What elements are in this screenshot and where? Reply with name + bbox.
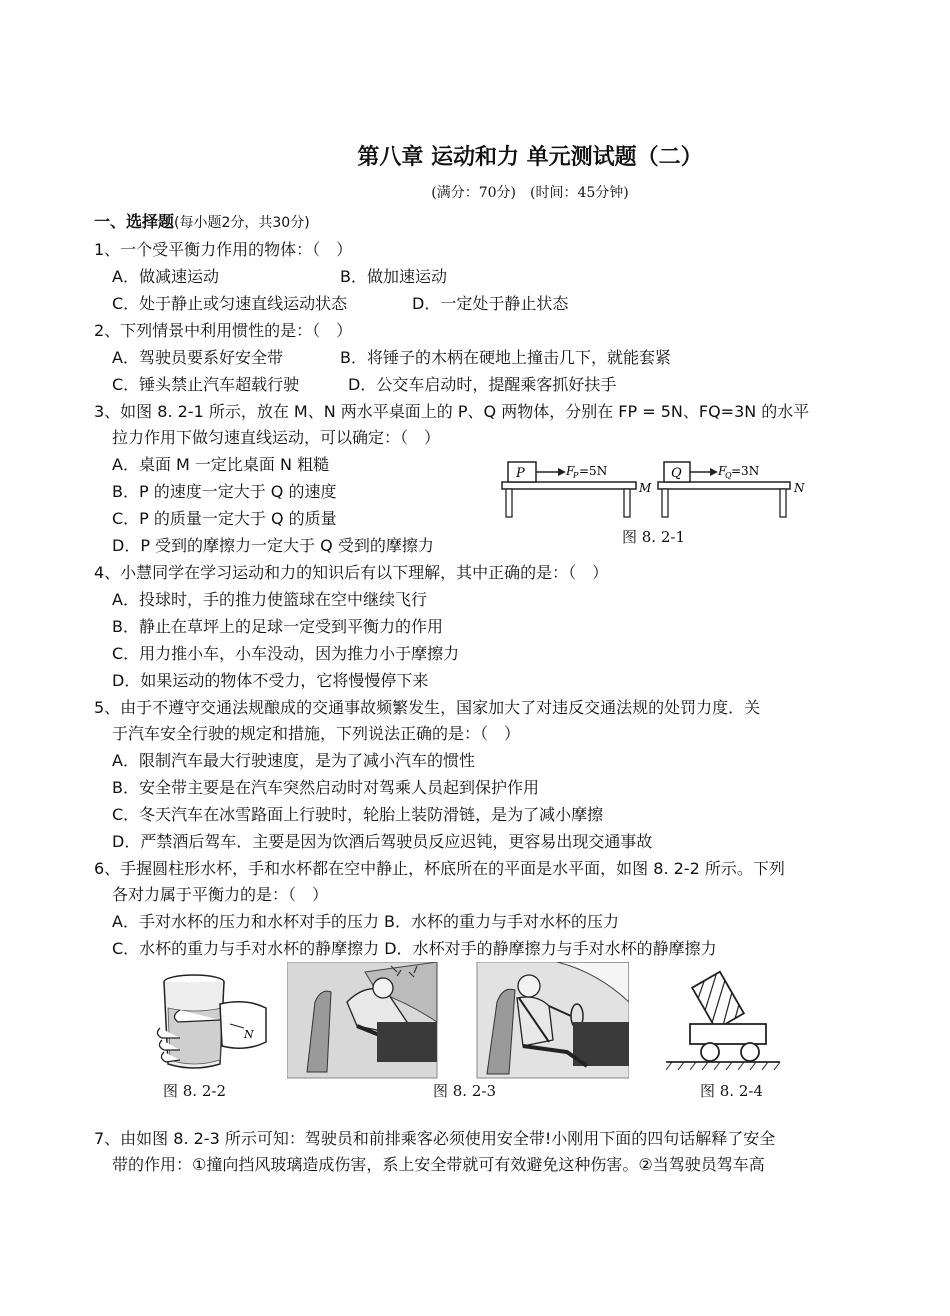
section-note: (每小题2分，共30分)	[174, 215, 310, 231]
section-title: 一、选择题	[94, 212, 175, 231]
question-5-option-b: B．安全带主要是在汽车突然启动时对驾乘人员起到保护作用	[112, 778, 539, 797]
page-title: 第八章 运动和力 单元测试题（二）	[357, 144, 703, 170]
question-4-option-b: B．静止在草坪上的足球一定受到平衡力的作用	[112, 617, 443, 636]
table-n-label: N	[794, 481, 805, 495]
section-heading	[94, 211, 310, 234]
question-5-option-a: A．限制汽车最大行驶速度，是为了减小汽车的惯性	[112, 751, 475, 770]
question-2-stem: 2、下列情景中利用惯性的是：（ ）	[94, 321, 353, 340]
question-2-option-d: D．公交车启动时，提醒乘客抓好扶手	[348, 375, 617, 394]
question-5-stem-2: 于汽车安全行驶的规定和措施，下列说法正确的是：（ ）	[112, 724, 521, 743]
question-4-option-d: D．如果运动的物体不受力，它将慢慢停下来	[112, 671, 429, 690]
figure-8-2-2	[150, 968, 268, 1076]
question-3-option-c: C．P 的质量一定大于 Q 的质量	[112, 509, 337, 528]
question-4-stem: 4、小慧同学在学习运动和力的知识后有以下理解，其中正确的是：（ ）	[94, 563, 609, 582]
figure-8-2-4-caption: 图 8. 2-4	[700, 1082, 764, 1100]
force-q-value: =3N	[731, 464, 760, 478]
force-arrow-p	[536, 464, 607, 480]
block-q	[664, 462, 690, 482]
table-m	[502, 482, 636, 517]
question-3-stem-1: 3、如图 8. 2-1 所示，放在 M、N 两水平桌面上的 P、Q 两物体，分别在 FP = 5N、FQ=3N 的水平	[94, 402, 810, 421]
figure-8-2-4	[662, 966, 784, 1076]
question-3-option-b: B．P 的速度一定大于 Q 的速度	[112, 482, 337, 501]
question-5-option-c: C．冬天汽车在冰雪路面上行驶时，轮胎上装防滑链，是为了减小摩擦	[112, 805, 604, 824]
question-3-option-a: A．桌面 M 一定比桌面 N 粗糙	[112, 455, 330, 474]
figure-8-2-3	[287, 962, 629, 1080]
question-1-option-b: B．做加速运动	[340, 267, 447, 286]
figure-8-2-1-caption: 图 8. 2-1	[622, 528, 686, 546]
question-2-option-a: A．驾驶员要系好安全带	[112, 348, 283, 367]
force-arrow-q	[690, 464, 759, 480]
figure-8-2-2-caption: 图 8. 2-2	[163, 1082, 227, 1100]
tilted-block	[692, 972, 744, 1030]
question-7-stem-2: 带的作用：①撞向挡风玻璃造成伤害，系上安全带就可有效避免这种伤害。②当驾驶员驾车高	[112, 1155, 765, 1174]
question-1-stem: 1、一个受平衡力作用的物体：（ ）	[94, 240, 353, 259]
page-subtitle: (满分：70分) (时间：45分钟)	[431, 185, 629, 201]
question-2-option-c: C．锤头禁止汽车超载行驶	[112, 375, 300, 394]
block-p-label: P	[516, 466, 525, 481]
fig2-label-n: N	[244, 1028, 254, 1041]
table-m-label: M	[639, 481, 652, 495]
question-5-option-d: D．严禁酒后驾车．主要是因为饮酒后驾驶员反应迟钝，更容易出现交通事故	[112, 832, 653, 851]
figure-8-2-3-caption: 图 8. 2-3	[433, 1082, 497, 1100]
cart	[690, 1024, 766, 1061]
question-6-stem-1: 6、手握圆柱形水杯，手和水杯都在空中静止，杯底所在的平面是水平面，如图 8. 2-2 所示。下列	[94, 859, 785, 878]
question-4-option-c: C．用力推小车，小车没动，因为推力小于摩擦力	[112, 644, 460, 663]
question-4-option-a: A．投球时，手的推力使篮球在空中继续飞行	[112, 590, 427, 609]
crash-scene-without-belt	[287, 962, 437, 1078]
question-1-option-d: D．一定处于静止状态	[412, 294, 569, 313]
question-3-option-d: D．P 受到的摩擦力一定大于 Q 受到的摩擦力	[112, 536, 434, 555]
force-q-sub: Q	[725, 471, 732, 480]
force-p-sub: P	[573, 471, 579, 480]
block-q-label: Q	[671, 466, 682, 481]
table-n	[658, 482, 790, 517]
driving-scene-with-belt	[477, 962, 629, 1078]
block-p	[508, 462, 536, 482]
question-6-stem-2: 各对力属于平衡力的是：（ ）	[112, 885, 329, 904]
question-1-option-a: A．做减速运动	[112, 267, 219, 286]
question-3-stem-2: 拉力作用下做匀速直线运动，可以确定：（ ）	[112, 428, 441, 447]
question-2-option-b: B．将锤子的木柄在硬地上撞击几下，就能套紧	[340, 348, 671, 367]
force-q-label: F	[718, 464, 727, 478]
force-p-label: F	[566, 464, 575, 478]
force-p-value: =5N	[579, 464, 608, 478]
question-1-option-c: C．处于静止或匀速直线运动状态	[112, 294, 348, 313]
question-5-stem-1: 5、由于不遵守交通法规酿成的交通事故频繁发生，国家加大了对违反交通法规的处罚力度．关	[94, 698, 761, 717]
question-6-option-ab: A．手对水杯的压力和水杯对手的压力 B．水杯的重力与手对水杯的压力	[112, 912, 620, 931]
question-7-stem-1: 7、由如图 8. 2-3 所示可知：驾驶员和前排乘客必须使用安全带!小刚用下面的四句话解释了安全	[94, 1129, 776, 1148]
ground	[666, 1062, 780, 1070]
question-6-option-cd: C．水杯的重力与手对水杯的静摩擦力 D．水杯对手的静摩擦力与手对水杯的静摩擦力	[112, 939, 717, 958]
